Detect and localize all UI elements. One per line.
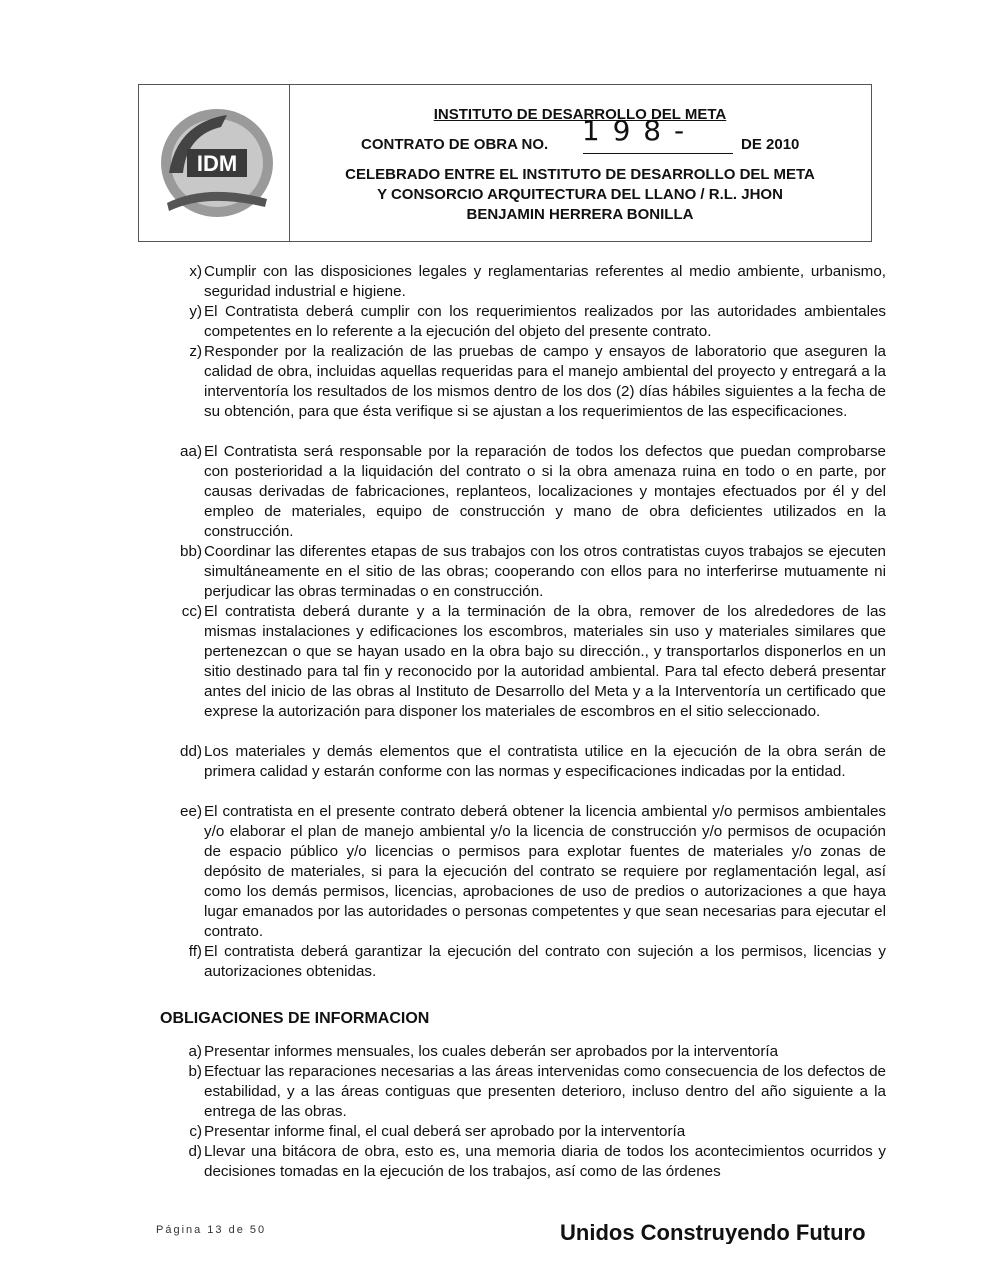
parties-line-1: CELEBRADO ENTRE EL INSTITUTO DE DESARROLLO DEL META [345,166,815,183]
clause-text: El Contratista será responsable por la reparación de todos los defectos que puedan comprobarse con posterioridad a la liquidación del contrato o si la obra amenaza ruina en todo o en parte, por causas derivadas de fabricaciones, replanteos, localizaciones y montajes efectuados por él y del empleo de materiales, equipo de construcción y mano de obra deficientes utilizados en la construcción. [204,443,886,540]
clause-text: El contratista deberá garantizar la ejecución del contrato con sujeción a los permisos, licencias y autorizaciones obtenidas. [204,943,886,980]
clause-x [160,262,886,302]
clause-label: aa) [180,443,202,460]
clause-z [160,342,886,422]
clause-aa [160,442,886,542]
clause-bb [160,542,886,602]
contract-year: DE 2010 [741,136,800,153]
idm-logo [147,103,279,223]
logo-cell [139,85,290,241]
item-text: Presentar informe final, el cual deberá ser aprobado por la interventoría [204,1123,686,1140]
header-title-cell [289,85,871,241]
item-label: b) [188,1063,202,1080]
clause-text: El contratista deberá durante y a la terminación de la obra, remover de los alrededores de las mismas instalaciones y edificaciones los escombros, materiales sin uso y materiales similares que pertenezcan o que se hayan usado en la obra bajo su dirección., y transportarlos disponerlos en un sitio destinado para tal fin y reconocido por la autoridad ambiental. Para tal efecto deberá presentar antes del inicio de las obras al Instituto de Desarrollo del Meta y a la Interventoría un certificado que exprese la autorización para disponer los materiales de escombros en el sitio seleccionado. [204,603,886,720]
clause-label: x) [189,263,202,280]
document-header [138,84,872,242]
clause-y [160,302,886,342]
info-item-d [160,1142,886,1182]
item-text: Llevar una bitácora de obra, esto es, una memoria diaria de todos los acontecimientos ocurridos y decisiones tomadas en la ejecución de los trabajos, así como de las órdenes [204,1143,886,1180]
clause-text: El contratista en el presente contrato deberá obtener la licencia ambiental y/o permisos ambientales y/o elaborar el plan de manejo ambiental y/o la licencia de construcción y/o permisos de ocupación de espacio público y/o licencias o permisos para explotar fuentes de materiales y/o zonas de depósito de materiales, si para la ejecución del contrato se requiere por reglamentación legal, así como los demás permisos, licencias, aprobaciones de uso de predios o autorizaciones a que haya lugar emanados por las autoridades o personas competentes y que sean necesarias para ejecutar el contrato. [204,803,886,940]
item-label: a) [188,1043,202,1060]
item-text: Presentar informes mensuales, los cuales deberán ser aprobados por la interventoría [204,1043,779,1060]
clause-label: dd) [180,743,202,760]
clause-label: z) [189,343,202,360]
institute-title: INSTITUTO DE DESARROLLO DEL META [433,106,727,123]
footer-slogan: Unidos Construyendo Futuro [560,1220,866,1244]
parties-line-3: BENJAMIN HERRERA BONILLA [466,206,694,223]
clause-text: El Contratista deberá cumplir con los requerimientos realizados por las autoridades ambientales competentes en lo referente a la ejecución del objeto del presente contrato. [204,303,886,340]
clause-text: Cumplir con las disposiciones legales y reglamentarias referentes al medio ambiente, urbanismo, seguridad industrial e higiene. [204,263,886,300]
page-number: Página 13 de 50 [156,1224,267,1236]
clause-text: Los materiales y demás elementos que el contratista utilice en la ejecución de la obra serán de primera calidad y estarán conforme con las normas y especificaciones indicadas por la entidad. [204,743,886,780]
clause-label: cc) [181,603,202,620]
section-heading: OBLIGACIONES DE INFORMACION [160,1010,430,1027]
clause-cc [160,602,886,722]
info-item-c [160,1122,886,1142]
page-footer [150,1214,870,1244]
parties-line-2: Y CONSORCIO ARQUITECTURA DEL LLANO / R.L. JHON [377,186,783,203]
clause-text: Coordinar las diferentes etapas de sus trabajos con los otros contratistas cuyos trabajos se ejecuten simultáneamente en el sitio de las obras; cooperando con ellos para no interferirse mutuamente ni perjudicar las obras terminadas o en construcción. [204,543,886,600]
item-label: d) [188,1143,202,1160]
clause-label: ff) [188,943,202,960]
logo-text: IDM [196,151,238,176]
clause-label: bb) [180,543,202,560]
contract-number: 1 9 8 - [581,114,687,147]
clause-ee [160,802,886,942]
clause-label: y) [189,303,202,320]
clause-ff [160,942,886,982]
item-text: Efectuar las reparaciones necesarias a las áreas intervenidas como consecuencia de los defectos de estabilidad, y a las áreas contiguas que presenten deterioro, incluso dentro del año siguiente a la entrega de las obras. [204,1063,886,1120]
clause-text: Responder por la realización de las pruebas de campo y ensayos de laboratorio que aseguren la calidad de obra, incluidas aquellas requeridas para el manejo ambiental del proyecto y entregará a la interventoría los resultados de los mismos dentro de los dos (2) días hábiles siguientes a la fecha de su obtención, para que ésta verifique si se ajustan a los requerimientos de las especificaciones. [204,343,886,420]
info-item-b [160,1062,886,1122]
contract-label: CONTRATO DE OBRA NO. [361,136,549,153]
item-label: c) [189,1123,202,1140]
info-item-a [160,1042,886,1062]
clause-dd [160,742,886,782]
contract-number-line [583,153,733,154]
clause-label: ee) [180,803,202,820]
parties-statement [289,165,871,225]
